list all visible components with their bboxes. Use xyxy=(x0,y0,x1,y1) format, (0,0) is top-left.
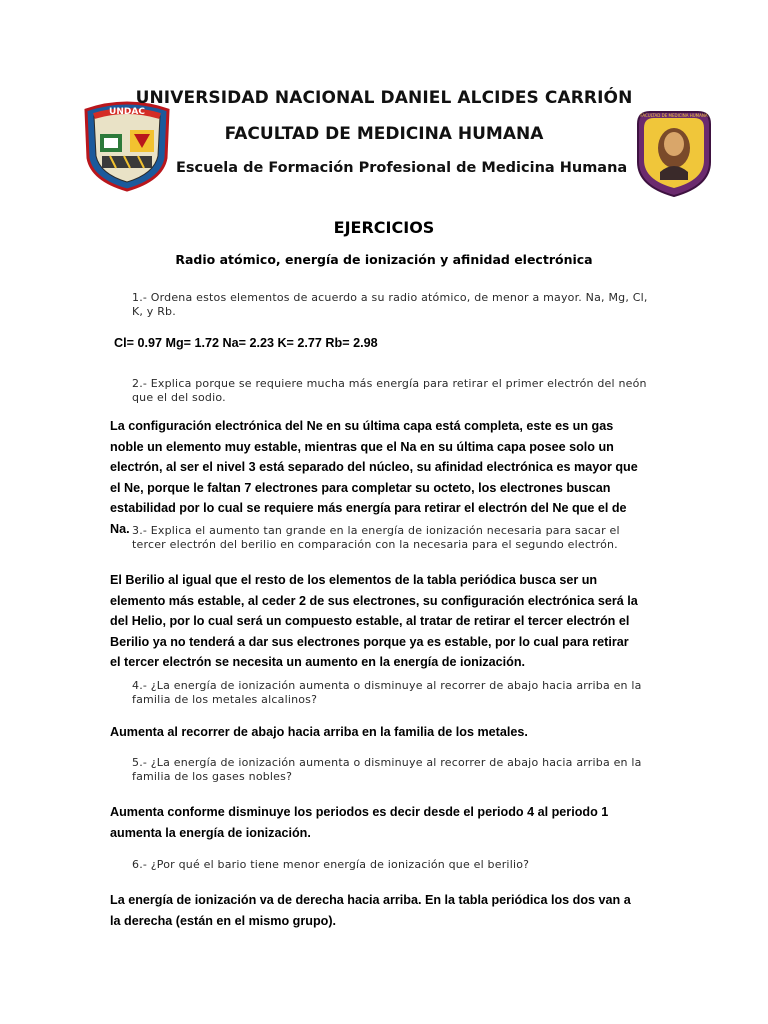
answer-2: La configuración electrónica del Ne en su última capa está completa, este es un gas noble un elemento muy estable, mientras que el Na en su última capa posee solo un electrón, al ser el nivel 3 está separado del núcleo, su afinidad electrónica es mayor que el Ne, porque le faltan 7 electrones para completar su octeto, los electrones buscan estabilidad por lo cual se requiere más energía para retirar el electrón del Ne que el de Na. xyxy=(110,419,638,536)
answer-5: Aumenta conforme disminuye los periodos es decir desde el periodo 4 al periodo 1 aumenta la energía de ionización. xyxy=(110,805,609,840)
undac-logo-text: UNDAC xyxy=(109,107,145,117)
answer-1: Cl= 0.97 Mg= 1.72 Na= 2.23 K= 2.77 Rb= 2.98 xyxy=(114,336,378,350)
faculty-logo-text: FACULTAD DE MEDICINA HUMANA xyxy=(640,113,708,118)
question-1: 1.- Ordena estos elementos de acuerdo a su radio atómico, de menor a mayor. Na, Mg, Cl, K, y Rb. xyxy=(132,291,648,318)
question-4: 4.- ¿La energía de ionización aumenta o disminuye al recorrer de abajo hacia arriba en la familia de los metales alcalinos? xyxy=(132,679,642,706)
university-name: UNIVERSIDAD NACIONAL DANIEL ALCIDES CARRIÓN xyxy=(135,88,633,108)
undac-logo xyxy=(80,100,174,192)
question-2: 2.- Explica porque se requiere mucha más energía para retirar el primer electrón del neón que el del sodio. xyxy=(132,377,647,404)
question-3: 3.- Explica el aumento tan grande en la energía de ionización necesaria para sacar el tercer electrón del berilio en comparación con la necesaria para el segundo electrón. xyxy=(132,524,620,551)
question-5: 5.- ¿La energía de ionización aumenta o disminuye al recorrer de abajo hacia arriba en la familia de los gases nobles? xyxy=(132,756,642,783)
question-6: 6.- ¿Por qué el bario tiene menor energía de ionización que el berilio? xyxy=(132,858,530,871)
school-name: Escuela de Formación Profesional de Medicina Humana xyxy=(176,160,628,176)
faculty-seal-icon xyxy=(634,106,714,198)
answer-3: El Berilio al igual que el resto de los elementos de la tabla periódica busca ser un elemento más estable, al ceder 2 de sus electrones, su configuración electrónica será la del Helio, por lo cual será un compuesto estable, al tratar de retirar el tercer electrón el Berilio ya no tenderá a dar sus electrones porque ya es estable, por lo cual para retirar el tercer electrón se necesita un aumento en la energía de ionización. xyxy=(110,573,638,669)
answer-4: Aumenta al recorrer de abajo hacia arriba en la familia de los metales. xyxy=(110,725,528,739)
undac-shield-icon xyxy=(80,100,174,192)
faculty-logo xyxy=(634,106,714,198)
answer-6: La energía de ionización va de derecha hacia arriba. En la tabla periódica los dos van a la derecha (están en el mismo grupo). xyxy=(110,893,631,928)
page-subtitle: Radio atómico, energía de ionización y afinidad electrónica xyxy=(175,252,593,267)
faculty-name: FACULTAD DE MEDICINA HUMANA xyxy=(224,124,544,144)
page-title: EJERCICIOS xyxy=(333,218,435,237)
